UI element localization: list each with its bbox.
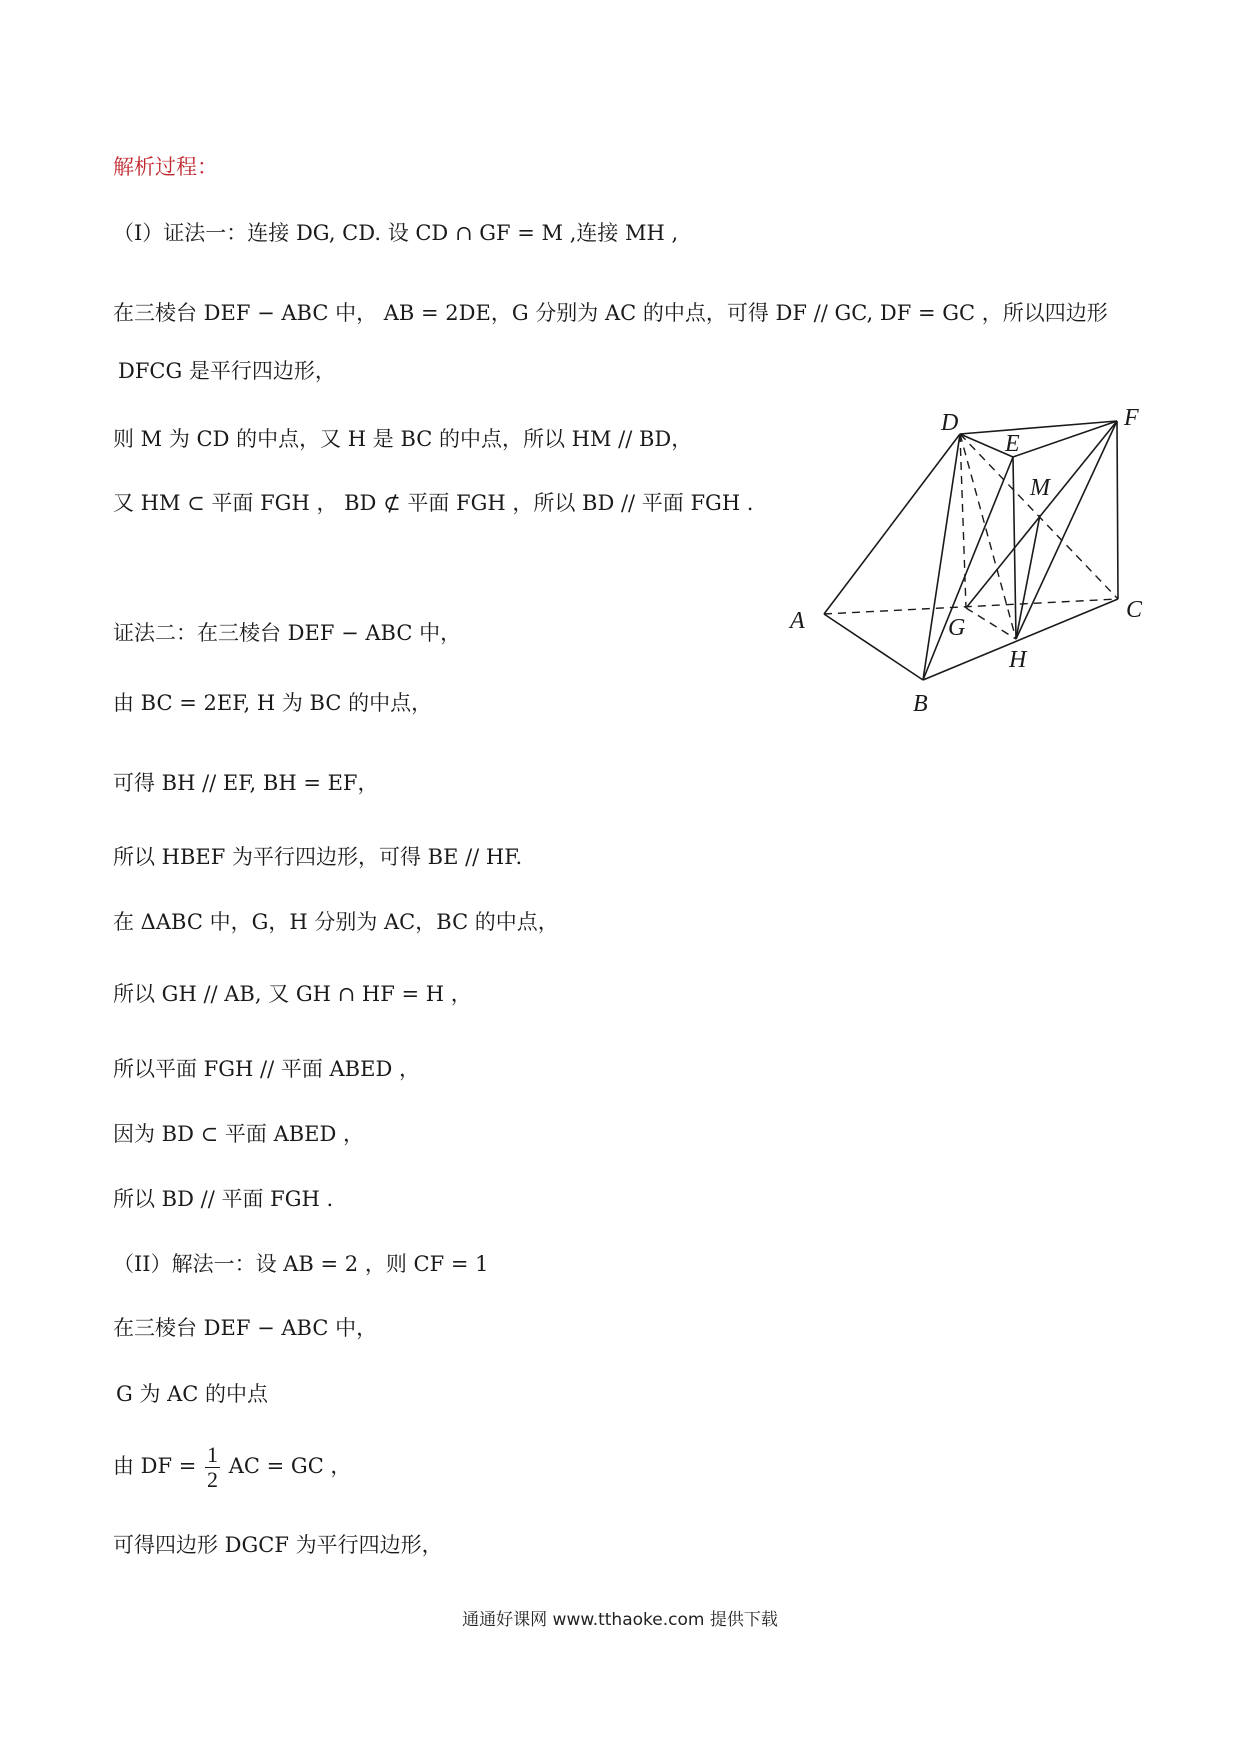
proof-line-11: 所以 GH // AB, 又 GH ∩ HF = H ，	[113, 982, 472, 1006]
edge-HM	[1016, 515, 1040, 639]
proof-line-3: DFCG 是平行四边形，	[118, 359, 336, 383]
edge-DC-hidden	[960, 434, 1118, 599]
proof-line-17: G 为 AC 的中点	[116, 1382, 269, 1406]
label-C: C	[1126, 597, 1143, 623]
proof-line-6: 证法二：在三棱台 DEF − ABC 中，	[113, 621, 462, 645]
proof-line-7: 由 BC = 2EF, H 为 BC 的中点，	[113, 691, 433, 715]
page-footer: 通通好课网 www.tthaoke.com 提供下载	[462, 1610, 778, 1630]
solution-heading: 解析过程：	[113, 155, 218, 179]
fraction-one-half	[205, 1443, 220, 1492]
fraction-line	[113, 1443, 351, 1492]
label-D: D	[941, 410, 959, 436]
fraction-denominator: 2	[207, 1467, 219, 1492]
edge-AD	[824, 434, 960, 614]
fraction-suffix: AC = GC ，	[228, 1454, 352, 1478]
proof-line-4: 则 M 为 CD 的中点，又 H 是 BC 的中点，所以 HM // BD，	[113, 427, 693, 451]
prism-frustum-figure	[780, 395, 1160, 735]
proof-line-last: 可得四边形 DGCF 为平行四边形，	[113, 1533, 443, 1557]
proof-line-8: 可得 BH // EF, BH = EF，	[113, 771, 379, 795]
proof-line-15: （II）解法一：设 AB = 2 ，则 CF = 1	[113, 1252, 489, 1276]
proof-line-5: 又 HM ⊂ 平面 FGH ， BD ⊄ 平面 FGH ，所以 BD // 平面 FGH .	[113, 491, 754, 515]
proof-line-10: 在 ΔABC 中，G，H 分别为 AC，BC 的中点，	[113, 910, 559, 934]
edge-DF	[960, 421, 1117, 434]
label-H: H	[1009, 647, 1027, 673]
proof-line-16: 在三棱台 DEF − ABC 中，	[113, 1316, 378, 1340]
proof-line-13: 因为 BD ⊂ 平面 ABED ，	[113, 1122, 365, 1146]
proof-line-2: 在三棱台 DEF − ABC 中， AB = 2DE，G 分别为 AC 的中点，可得 DF // GC, DF = GC ，所以四边形	[113, 301, 1108, 325]
fraction-prefix: 由 DF =	[113, 1454, 197, 1478]
label-B: B	[913, 691, 928, 717]
label-F: F	[1124, 405, 1139, 431]
proof-line-1: （I）证法一：连接 DG, CD. 设 CD ∩ GF = M ,连接 MH ,	[113, 221, 679, 245]
edge-DH-hidden	[960, 434, 1016, 639]
edge-BE	[923, 457, 1013, 680]
proof-line-14: 所以 BD // 平面 FGH .	[113, 1187, 334, 1211]
edge-AB	[824, 614, 923, 680]
proof-line-12: 所以平面 FGH // 平面 ABED ，	[113, 1057, 420, 1081]
proof-line-9: 所以 HBEF 为平行四边形，可得 BE // HF.	[113, 845, 523, 869]
label-G: G	[948, 615, 966, 641]
fraction-numerator: 1	[207, 1442, 219, 1467]
edge-GF	[966, 421, 1117, 608]
edge-FC	[1117, 421, 1118, 599]
label-E: E	[1005, 431, 1020, 457]
label-A: A	[790, 608, 805, 634]
edge-BD	[923, 434, 960, 680]
edge-EF	[1013, 421, 1117, 457]
label-M: M	[1030, 475, 1050, 501]
